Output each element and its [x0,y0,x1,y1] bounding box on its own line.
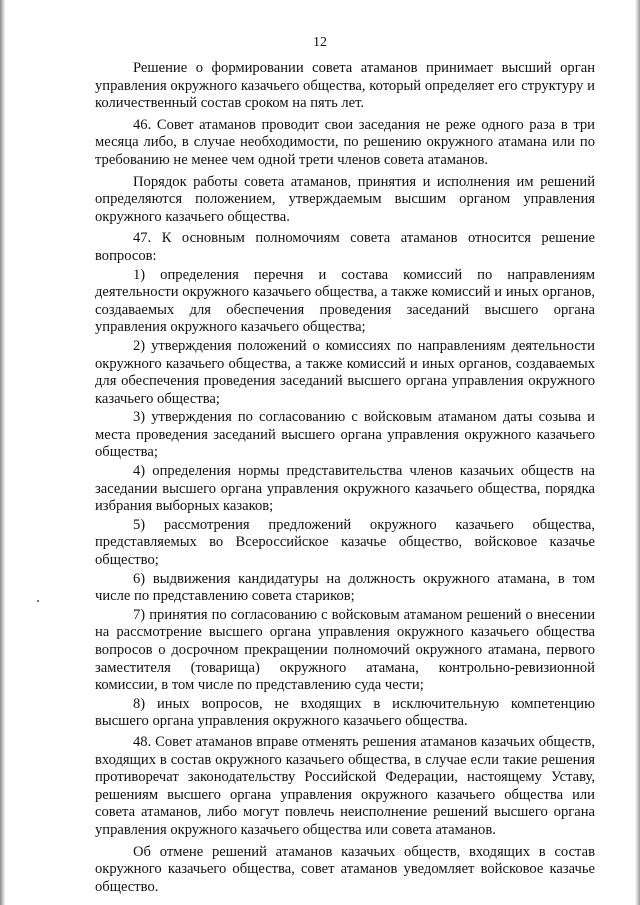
paragraph-work-order: Порядок работы совета атаманов, принятия и исполнения им решений определяются положением, утверждаемым высшим органом управления окружного казачьего общества. [95,173,595,225]
list-item-3: 3) утверждения по согласованию с войсковым атаманом даты созыва и места проведения заседаний высшего органа управления окружного казачьего общества; [95,409,595,461]
list-item-4: 4) определения нормы представительства членов казачьих обществ на заседании высшего органа управления окружного казачьего общества, порядка избрания выборных казаков; [95,463,595,515]
scan-edge-left [0,0,6,905]
list-item-6: 6) выдвижения кандидатуры на должность окружного атамана, в том числе по представлению совета стариков; [95,570,595,605]
list-item-1: 1) определения перечня и состава комиссий по направлениям деятельности окружного казачьего общества, а также комиссий и иных органов, создаваемых для обеспечения проведения заседаний высшего органа управления окружного казачьего общества; [95,266,595,336]
paragraph-council-formation: Решение о формировании совета атаманов принимает высший орган управления окружного казачьего общества, который определяет его структуру и количественный состав сроком на пять лет. [95,60,595,112]
list-item-7: 7) принятия по согласованию с войсковым атаманом решений о внесении на рассмотрение высшего органа управления окружного казачьего общества вопросов о досрочном прекращении полномочий окружного атамана, первого заместителя (товарища) окружного атамана, контрольно-ревизионной комиссии, в том числе по представлению суда чести; [95,606,595,694]
document-body [95,60,595,900]
paragraph-46: 46. Совет атаманов проводит свои заседания не реже одного раза в три месяца либо, в случае необходимости, по решению окружного атамана или по требованию не менее чем одной трети членов совета атаманов. [95,116,595,168]
scan-speck [37,600,39,602]
page-number: 12 [313,35,327,50]
list-item-5: 5) рассмотрения предложений окружного казачьего общества, представляемых во Всероссийское казачье общество, войсковое казачье общество; [95,516,595,569]
list-item-8: 8) иных вопросов, не входящих в исключительную компетенцию высшего органа управления окружного казачьего общества. [95,695,595,730]
list-item-2: 2) утверждения положений о комиссиях по направлениям деятельности окружного казачьего общества, а также комиссий и иных органов, создаваемых для обеспечения проведения заседаний высшего органа управления окружного казачьего общества; [95,337,595,407]
paragraph-notification: Об отмене решений атаманов казачьих обществ, входящих в состав окружного казачьего общества, совет атаманов уведомляет войсковое казачье общество. [95,843,595,895]
paragraph-47: 47. К основным полномочиям совета атаманов относится решение вопросов: [95,230,595,264]
scan-edge-right [635,0,640,905]
paragraph-48: 48. Совет атаманов вправе отменять решения атаманов казачьих обществ, входящих в состав окружного казачьего общества, в случае если такие решения противоречат законодательству Российской Федерации, настоящему Уставу, решениям высшего органа управления окружного казачьего общества или совета атаманов, либо могут повлечь неисполнение решений высшего органа управления окружного казачьего общества или совета атаманов. [95,733,595,838]
